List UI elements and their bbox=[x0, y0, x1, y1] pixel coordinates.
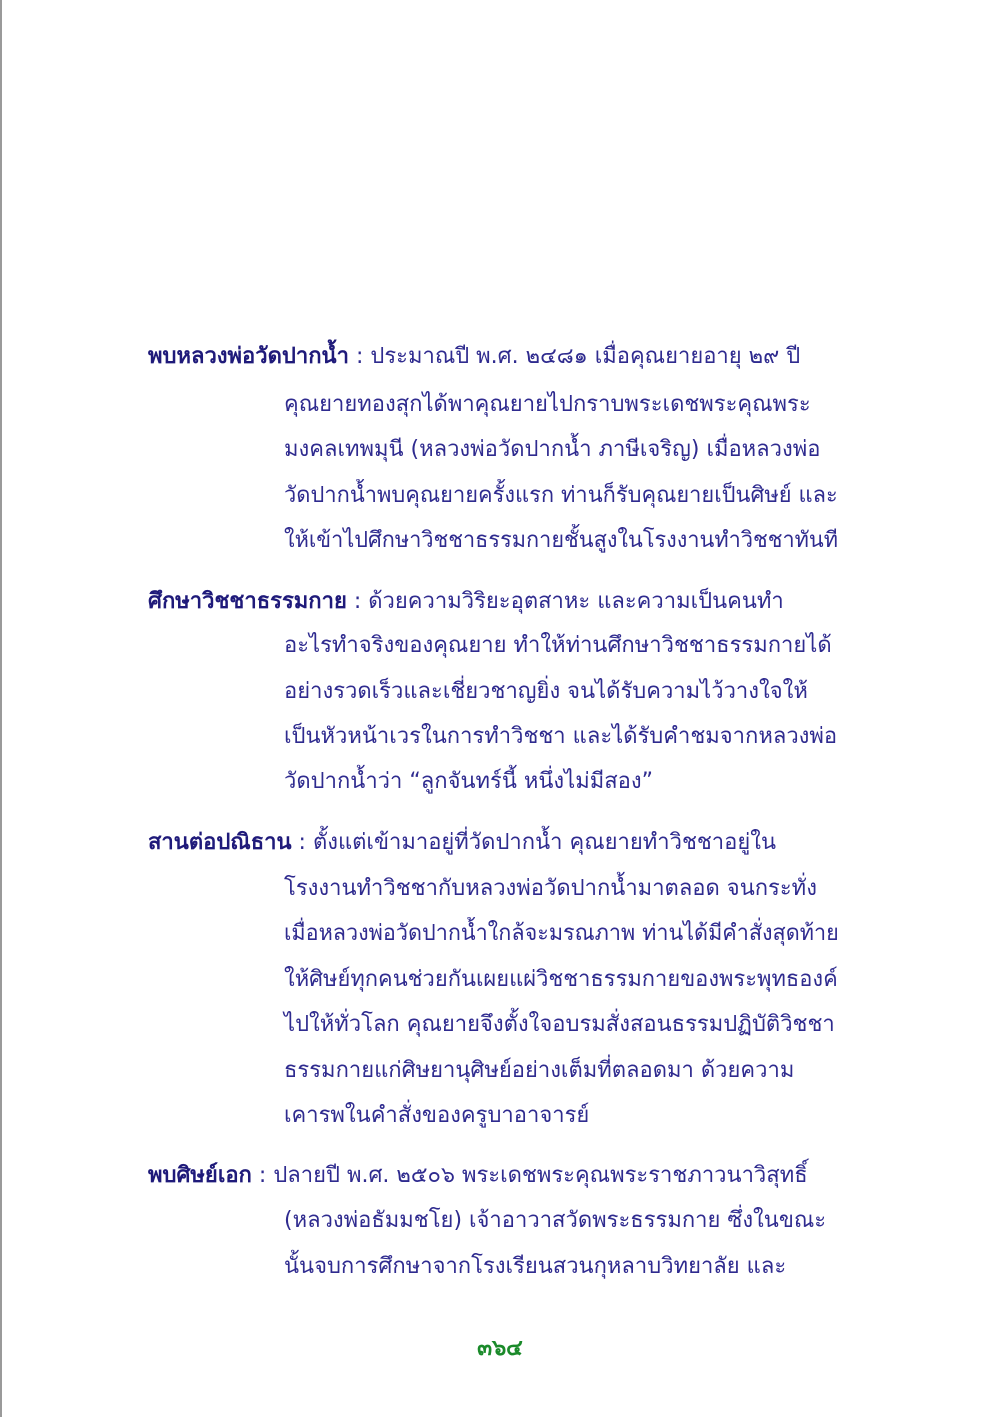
section-heading: ศึกษาวิชชาธรรมกาย bbox=[148, 589, 347, 614]
section-heading: สานต่อปณิธาน bbox=[148, 830, 292, 855]
body-line: คุณยายทองสุกได้พาคุณยายไปกราบพระเดชพระคุณพระ bbox=[284, 392, 811, 417]
body-text: ตั้งแต่เข้ามาอยู่ที่วัดปากน้ำ คุณยายทำวิชชาอยู่ใน bbox=[312, 830, 777, 855]
body-line: วัดปากน้ำว่า “ลูกจันทร์นี้ หนึ่งไม่มีสอง” bbox=[284, 769, 653, 794]
separator: : bbox=[258, 1163, 267, 1188]
page-left-border bbox=[0, 0, 2, 1417]
body-text: ด้วยความวิริยะอุตสาหะ และความเป็นคนทำ bbox=[368, 589, 784, 614]
body-line: ให้เข้าไปศึกษาวิชชาธรรมกายชั้นสูงในโรงงานทำวิชชาทันที bbox=[284, 528, 839, 553]
section-3-first-line bbox=[148, 828, 776, 858]
body-line: วัดปากน้ำพบคุณยายครั้งแรก ท่านก็รับคุณยายเป็นศิษย์ และ bbox=[284, 483, 838, 508]
body-line: อย่างรวดเร็วและเชี่ยวชาญยิ่ง จนได้รับความไว้วางใจให้ bbox=[284, 679, 808, 704]
page-number: ๓๖๔ bbox=[477, 1336, 523, 1361]
body-line: เป็นหัวหน้าเวรในการทำวิชชา และได้รับคำชมจากหลวงพ่อ bbox=[284, 724, 838, 749]
section-1-first-line bbox=[148, 342, 800, 372]
section-2-first-line bbox=[148, 587, 784, 617]
body-line: นั้นจบการศึกษาจากโรงเรียนสวนกุหลาบวิทยาลัย และ bbox=[284, 1254, 787, 1279]
separator: : bbox=[353, 589, 362, 614]
body-line: (หลวงพ่อธัมมชโย) เจ้าอาวาสวัดพระธรรมกาย ซึ่งในขณะ bbox=[284, 1208, 827, 1233]
body-line: ธรรมกายแก่ศิษยานุศิษย์อย่างเต็มที่ตลอดมา ด้วยความ bbox=[284, 1058, 795, 1083]
body-line: โรงงานทำวิชชากับหลวงพ่อวัดปากน้ำมาตลอด จนกระทั่ง bbox=[284, 876, 817, 901]
separator: : bbox=[298, 830, 306, 855]
body-text: ประมาณปี พ.ศ. ๒๔๘๑ เมื่อคุณยายอายุ ๒๙ ปี bbox=[370, 344, 801, 369]
body-line: อะไรทำจริงของคุณยาย ทำให้ท่านศึกษาวิชชาธรรมกายได้ bbox=[284, 633, 832, 658]
section-heading: พบศิษย์เอก bbox=[148, 1163, 252, 1188]
body-line: เมื่อหลวงพ่อวัดปากน้ำใกล้จะมรณภาพ ท่านได้มีคำสั่งสุดท้าย bbox=[284, 921, 839, 946]
section-4-first-line bbox=[148, 1161, 808, 1191]
body-line: ไปให้ทั่วโลก คุณยายจึงตั้งใจอบรมสั่งสอนธรรมปฏิบัติวิชชา bbox=[284, 1012, 835, 1037]
separator: : bbox=[355, 344, 364, 369]
section-heading: พบหลวงพ่อวัดปากน้ำ bbox=[148, 344, 349, 369]
body-line: ให้ศิษย์ทุกคนช่วยกันเผยแผ่วิชชาธรรมกายของพระพุทธองค์ bbox=[284, 967, 838, 992]
body-line: เคารพในคำสั่งของครูบาอาจารย์ bbox=[284, 1103, 590, 1128]
body-line: มงคลเทพมุนี (หลวงพ่อวัดปากน้ำ ภาษีเจริญ) เมื่อหลวงพ่อ bbox=[284, 437, 821, 462]
body-text: ปลายปี พ.ศ. ๒๕๐๖ พระเดชพระคุณพระราชภาวนาวิสุทธิ์ bbox=[273, 1163, 808, 1188]
